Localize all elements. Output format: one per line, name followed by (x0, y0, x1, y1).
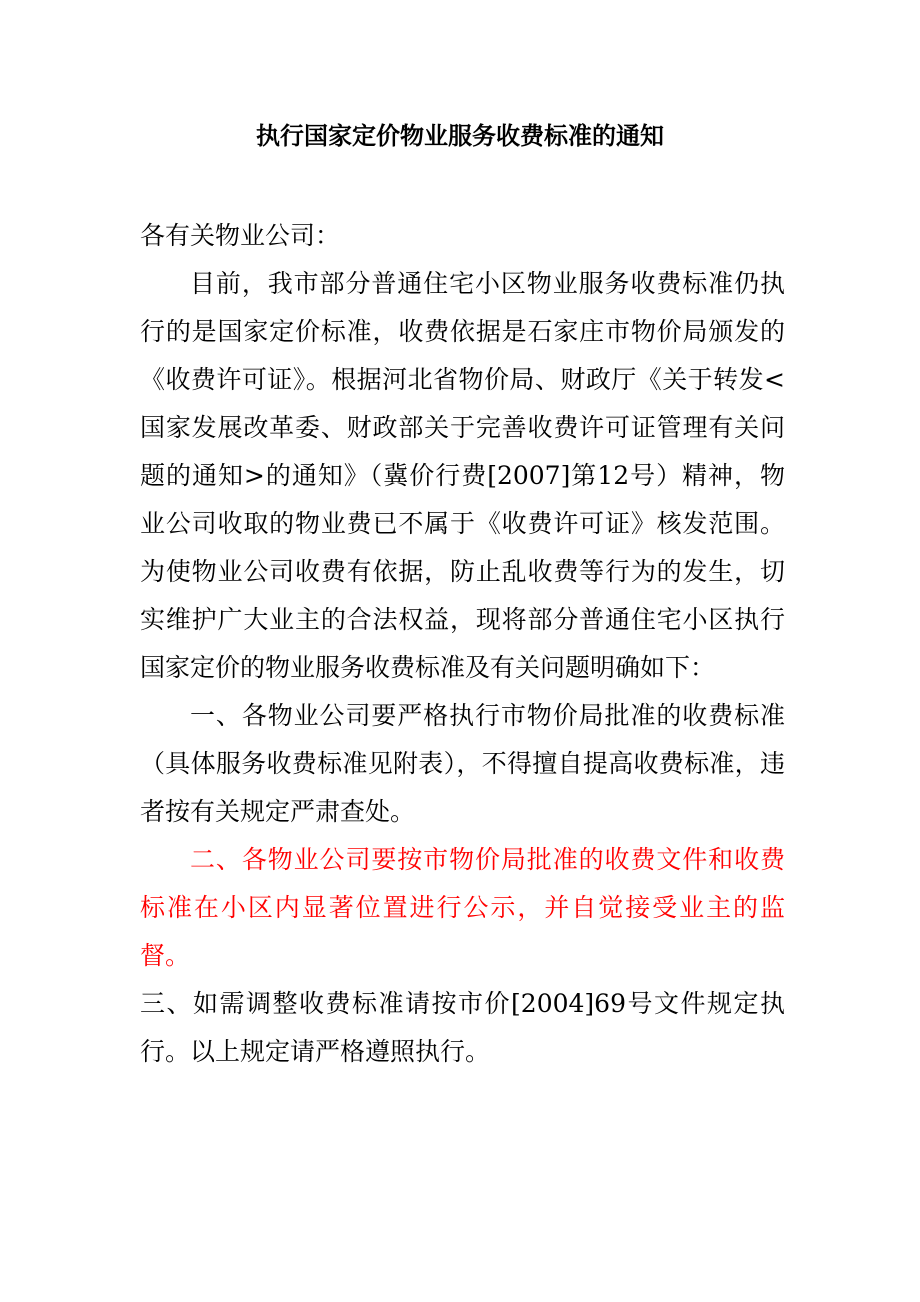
salutation: 各有关物业公司： (140, 221, 341, 250)
document-body (140, 212, 785, 1076)
item-one: 一、各物业公司要严格执行市物价局批准的收费标准（具体服务收费标准见附表），不得擅自提高收费标准，违者按有关规定严肃查处。 (140, 701, 785, 826)
document-title: 执行国家定价物业服务收费标准的通知 (256, 122, 664, 150)
item-three: 三、如需调整收费标准请按市价[2004]69号文件规定执行。以上规定请严格遵照执行。 (140, 989, 785, 1066)
item-two-highlighted: 二、各物业公司要按市物价局批准的收费文件和收费标准在小区内显著位置进行公示，并自觉接受业主的监督。 (140, 845, 785, 970)
intro-paragraph: 目前，我市部分普通住宅小区物业服务收费标准仍执行的是国家定价标准，收费依据是石家庄市物价局颁发的《收费许可证》。根据河北省物价局、财政厅《关于转发<国家发展改革委、财政部关于完善收费许可证管理有关问题的通知>的通知》（冀价行费[2007]第12号）精神，物业公司收取的物业费已不属于《收费许可证》核发范围。为使物业公司收费有依据，防止乱收费等行为的发生，切实维护广大业主的合法权益，现将部分普通住宅小区执行国家定价的物业服务收费标准及有关问题明确如下： (140, 269, 785, 682)
